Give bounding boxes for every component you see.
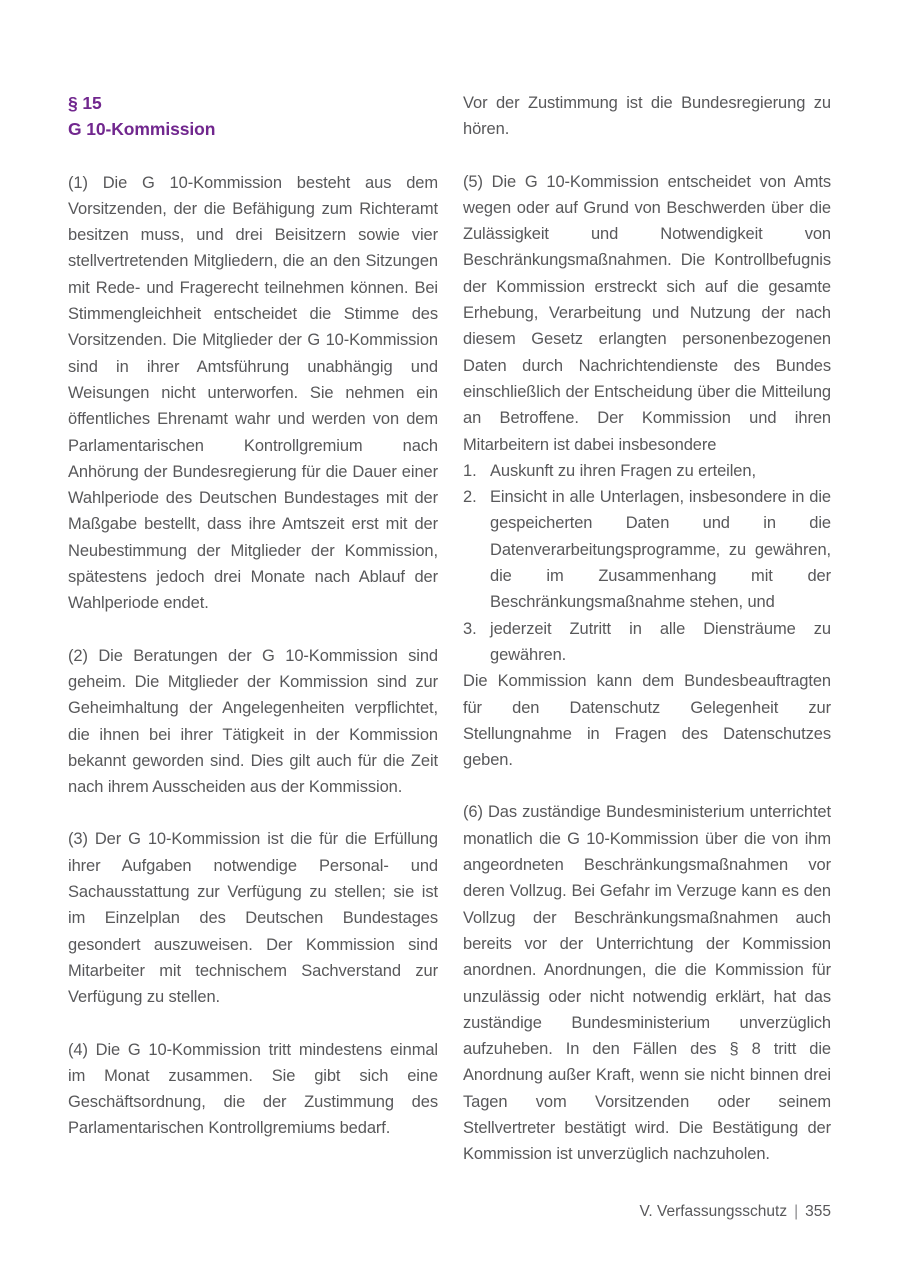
section-heading [68,90,438,143]
section-title: G 10-Kommission [68,119,216,140]
paragraph-4-continuation: Vor der Zustimmung ist die Bundesregierung zu hören. [463,94,831,139]
paragraph-5: (5) Die G 10-Kommission entscheidet von Amts wegen oder auf Grund von Beschwerden über die Zulässigkeit und Notwendigkeit von Beschränkungsmaßnahmen. Die Kontrollbefugnis der Kommission erstreckt sich auf die gesamte Erhebung, Verarbeitung und Nutzung der nach diesem Gesetz erlangten personenbezogenen Daten durch Nachrichtendienste des Bundes einschließlich der Entscheidung über die Mitteilung an Betroffene. Der Kommission und ihren Mitarbeitern ist dabei insbesondere [463,172,831,454]
list-item-text: Einsicht in alle Unterlagen, insbesondere in die gespeicherten Daten und in die Datenverarbeitungsprogramme, zu gewähren, die im Zusammenhang mit der Beschränkungsmaßnahme stehen, und [490,488,831,612]
list-item-marker: 3. [463,619,477,638]
list-item [463,484,831,615]
paragraph-3: (3) Der G 10-Kommission ist die für die Erfüllung ihrer Aufgaben notwendige Personal- und Sachausstattung zur Verfügung zu stellen; sie ist im Einzelplan des Deutschen Bundestages gesondert auszuweisen. Der Kommission sind Mitarbeiter mit technischem Sachverstand zur Verfügung zu stellen. [68,830,438,1007]
list-item-text: jederzeit Zutritt in alle Diensträume zu gewähren. [490,619,831,664]
list-item-text: Auskunft zu ihren Fragen zu erteilen, [490,461,756,480]
footer-separator: | [794,1203,799,1220]
paragraph-6: (6) Das zuständige Bundesministerium unterrichtet monatlich die G 10-Kommission über die von ihm angeordneten Beschränkungsmaßnahmen vor deren Vollzug. Bei Gefahr im Verzuge kann es den Vollzug der Beschränkungsmaßnahmen auch bereits vor der Unterrichtung der Kommission anordnen. Anordnungen, die die Kommission für unzulässig oder nicht notwendig erklärt, hat das zuständige Bundesministerium unverzüglich aufzuheben. In den Fällen des § 8 tritt die Anordnung außer Kraft, wenn sie nicht binnen drei Tagen vom Vorsitzenden oder seinem Stellvertreter bestätigt wird. Die Bestätigung der Kommission ist unverzüglich nachzuholen. [463,803,831,1164]
left-column [68,90,438,1142]
paragraph-4: (4) Die G 10-Kommission tritt mindestens einmal im Monat zusammen. Sie gibt sich eine Geschäftsordnung, die der Zustimmung des Parlamentarischen Kontrollgremiums bedarf. [68,1040,438,1138]
page-number: 355 [805,1203,831,1220]
list-item-marker: 2. [463,488,477,507]
numbered-list [463,458,831,668]
list-item [463,458,831,484]
paragraph-2: (2) Die Beratungen der G 10-Kommission sind geheim. Die Mitglieder der Kommission sind zur Geheimhaltung der Angelegenheiten verpflichtet, die ihnen bei ihrer Tätigkeit in der Kommission bekannt geworden sind. Dies gilt auch für die Zeit nach ihrem Ausscheiden aus der Kommission. [68,646,438,797]
paragraph-1: (1) Die G 10-Kommission besteht aus dem Vorsitzenden, der die Befähigung zum Richteramt besitzen muss, und drei Beisitzern sowie vier stellvertretenden Mitgliedern, die an den Sitzungen mit Rede- und Fragerecht teilnehmen können. Bei Stimmengleichheit entscheidet die Stimme des Vorsitzenden. Die Mitglieder der G 10-Kommission sind in ihrer Amtsführung unabhängig und Weisungen nicht unterworfen. Sie nehmen ein öffentliches Ehrenamt wahr und werden von dem Parlamentarischen Kontrollgremium nach Anhörung der Bundesregierung für die Dauer einer Wahlperiode des Deutschen Bundestages mit der Maßgabe bestellt, dass ihre Amtszeit erst mit der Neubestimmung der Mitglieder der Kommission, spätestens jedoch drei Monate nach Ablauf der Wahlperiode endet. [68,173,438,613]
chapter-title: V. Verfassungsschutz [639,1203,788,1220]
section-number: § 15 [68,93,102,113]
paragraph-5-closing: Die Kommission kann dem Bundesbeauftragten für den Datenschutz Gelegenheit zur Stellungnahme in Fragen des Datenschutzes geben. [463,672,831,770]
right-column [463,90,831,1168]
list-item [463,616,831,669]
list-item-marker: 1. [463,461,477,480]
page-footer [639,1202,831,1222]
